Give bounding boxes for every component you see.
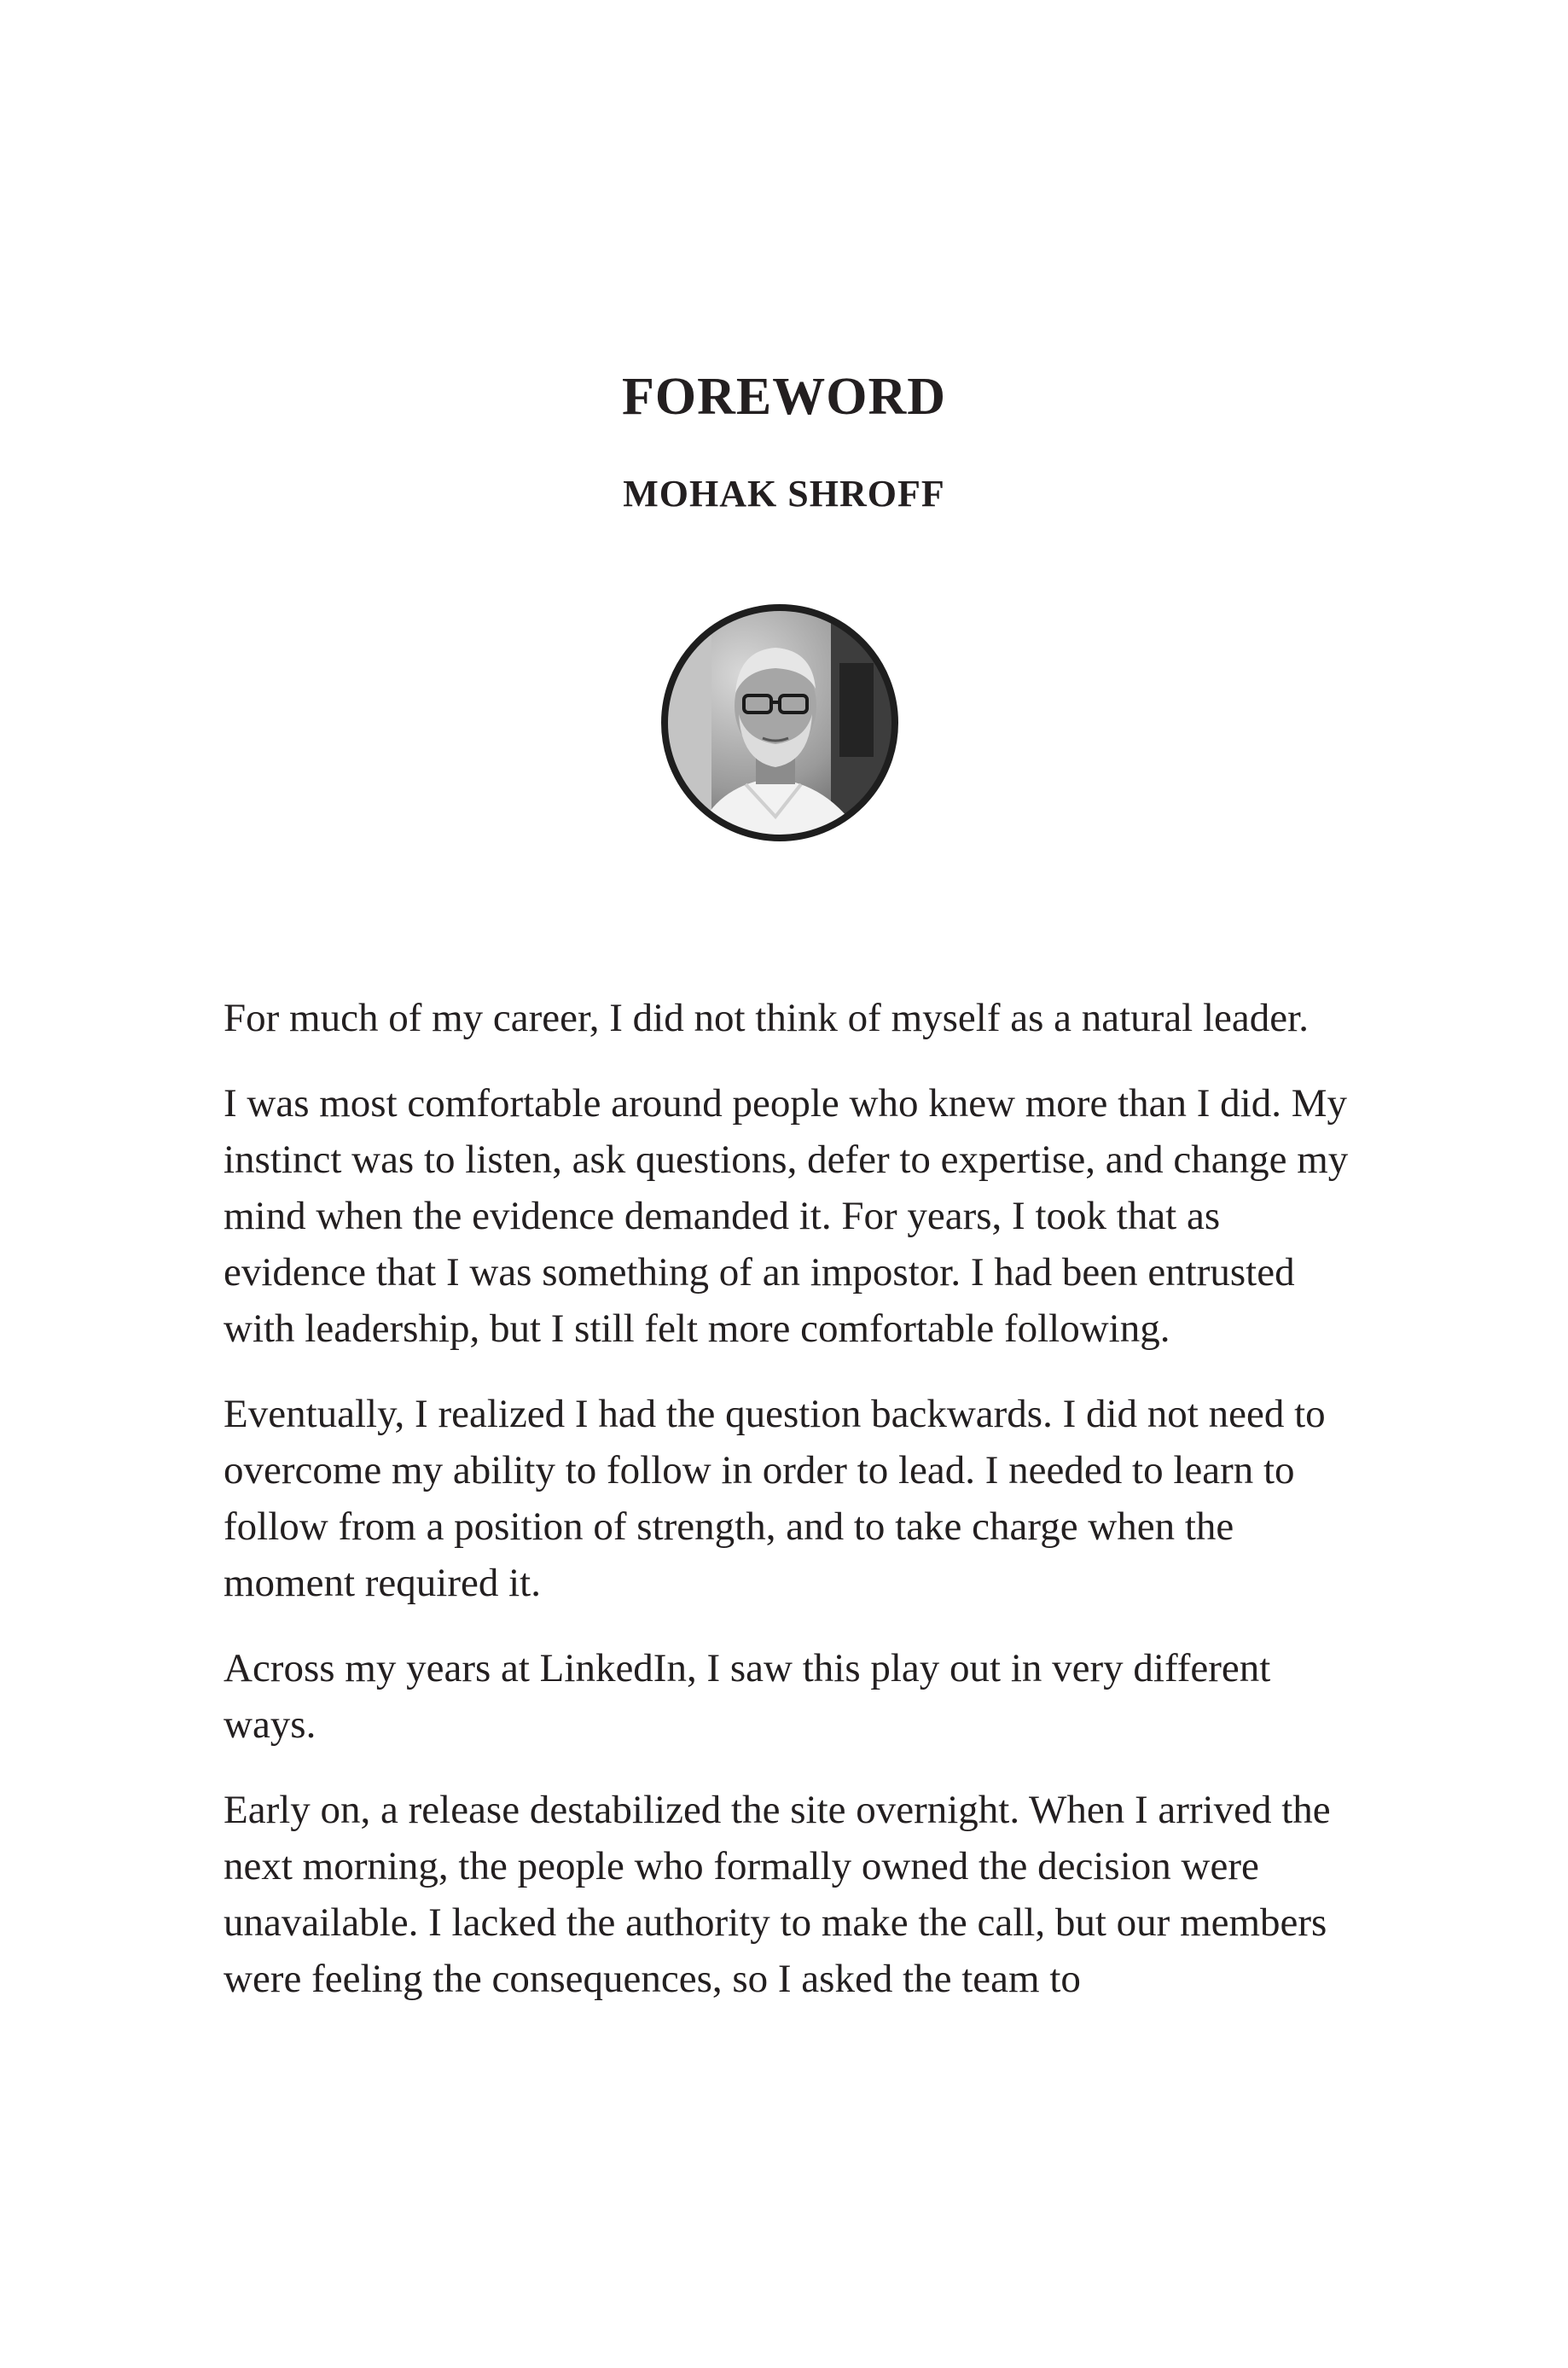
foreword-body [224, 990, 1358, 2036]
author-name: MOHAK SHROFF [623, 473, 945, 515]
paragraph: Across my years at LinkedIn, I saw this play out in very different ways. [224, 1646, 1271, 1747]
paragraph: For much of my career, I did not think of myself as a natural leader. [224, 996, 1309, 1040]
author-portrait-photo [660, 603, 899, 842]
paragraph: I was most comfortable around people who knew more than I did. My instinct was to listen, ask questions, defer to expertise, and change my mind when the evidence demanded it. For years, I took that as evidence that I was something of an impostor. I had been entrusted with leadership, but I still felt more comfortable following. [224, 1081, 1349, 1351]
paragraph: Eventually, I realized I had the question backwards. I did not need to overcome my ability to follow in order to lead. I needed to learn to follow from a position of strength, and to take charge when the moment required it. [224, 1392, 1326, 1605]
paragraph: Early on, a release destabilized the site overnight. When I arrived the next morning, the people who formally owned the decision were unavailable. I lacked the authority to make the call, but our members were feeling the consequences, so I asked the team to [224, 1788, 1331, 2001]
chapter-title: FOREWORD [622, 368, 946, 426]
